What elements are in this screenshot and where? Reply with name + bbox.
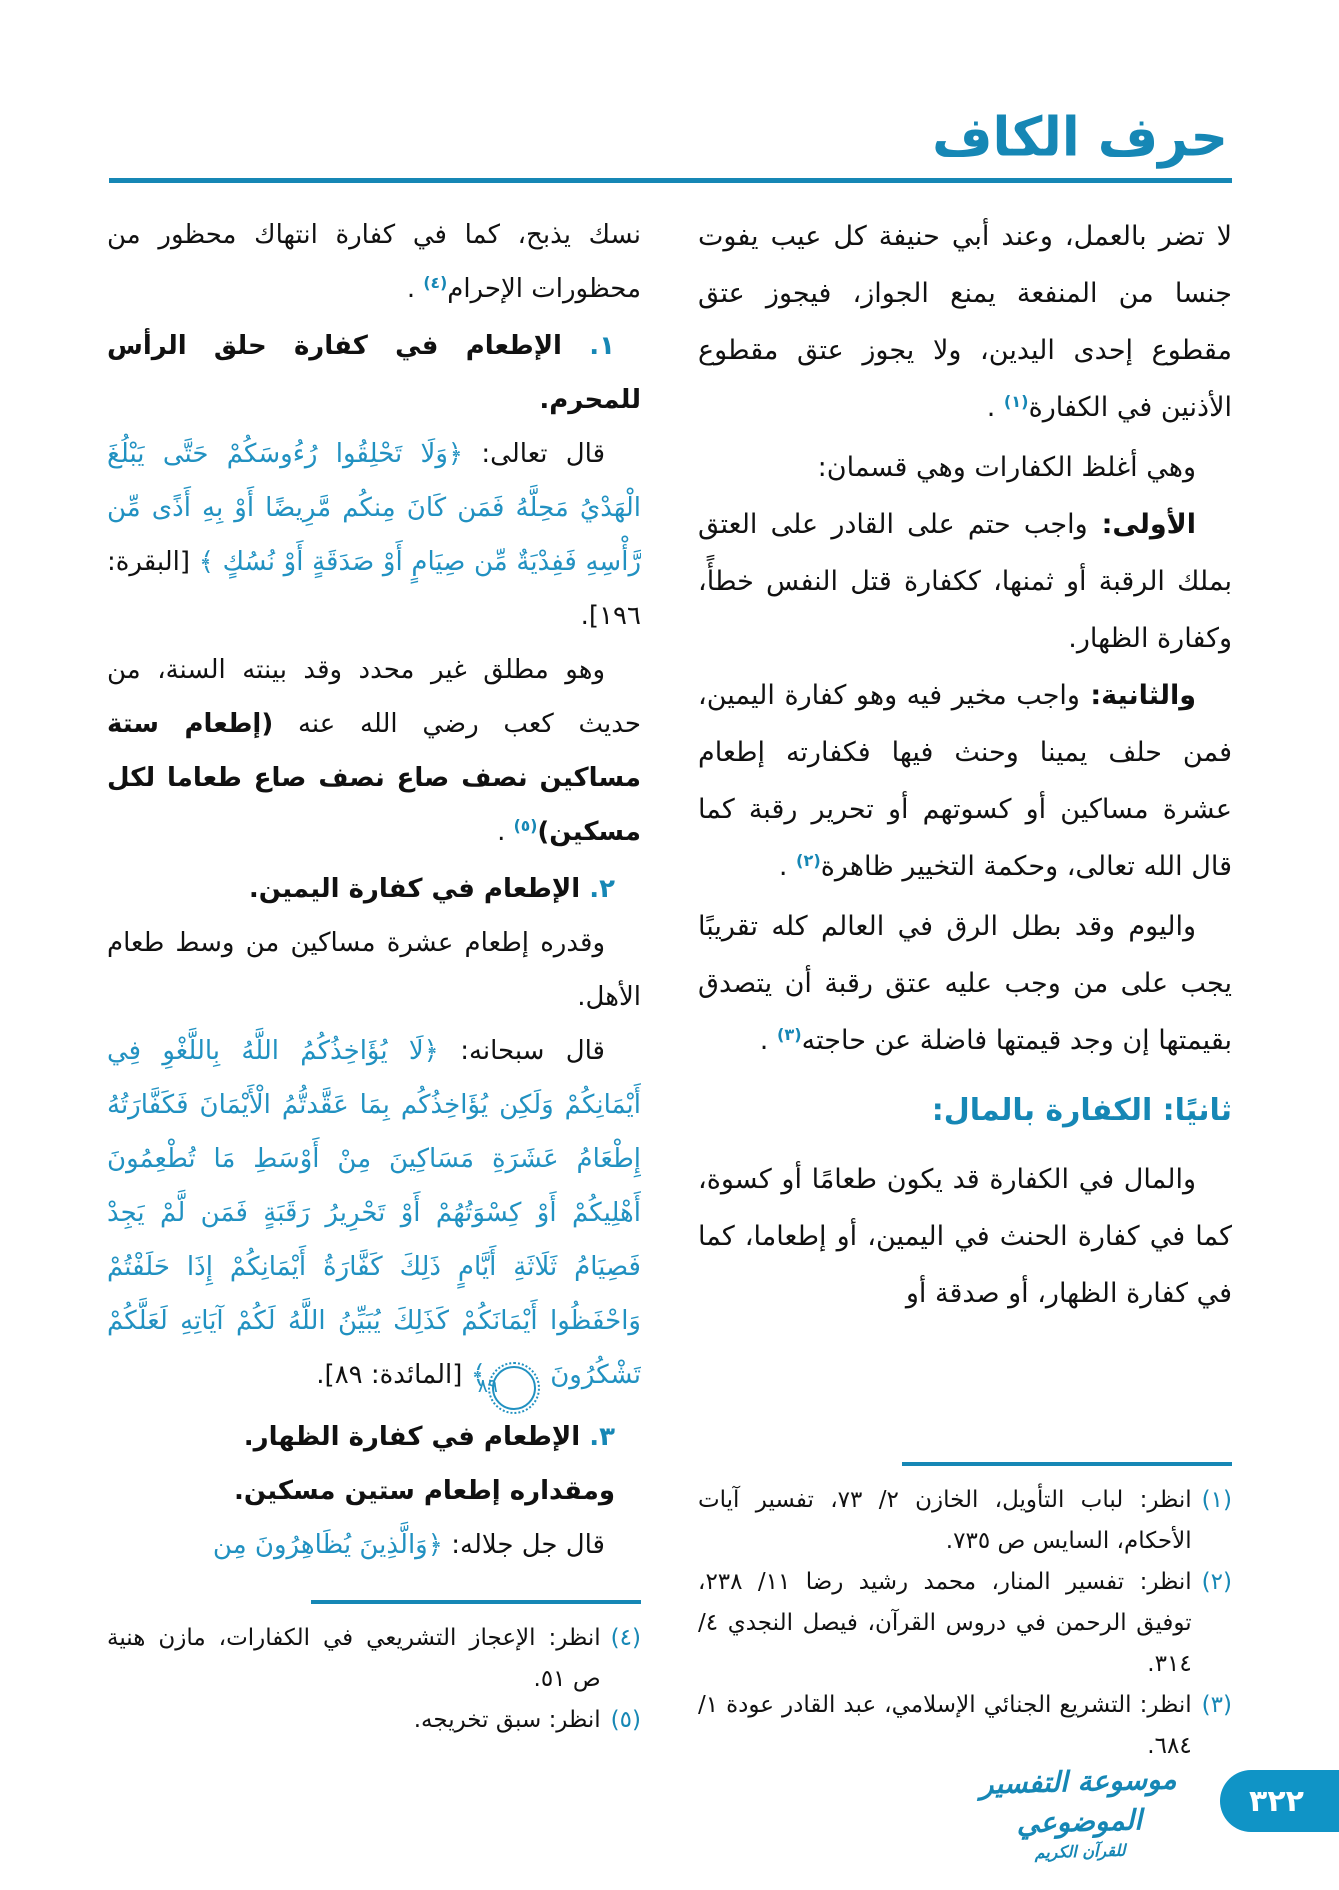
footnotes-right: [698, 1462, 1232, 1767]
footnote: [698, 1685, 1232, 1767]
text-column-left: [107, 208, 641, 1600]
footnotes-left: [107, 1600, 641, 1741]
quran-verse-text: ﴾: [470, 1360, 486, 1390]
footnote-ref-marker: (٢): [796, 851, 821, 871]
publisher-logo-title: موسوعة التفسير الموضوعي: [979, 1762, 1177, 1840]
body-text: .: [497, 817, 514, 847]
footnote-text: انظر: لباب التأويل، الخازن ٢/ ٧٣، تفسير آيات الأحكام، السايس ص ٧٣٥.: [698, 1487, 1192, 1554]
footnote: [107, 1618, 641, 1700]
paragraph-continuation: [107, 208, 641, 319]
paragraph: [107, 916, 641, 1024]
heading-number: ٢.: [580, 874, 615, 904]
bold-text: الإطعام في كفارة الظهار.: [243, 1422, 581, 1452]
body-text: لا تضر بالعمل، وعند أبي حنيفة كل عيب يفوت جنسا من المنفعة يمنع الجواز، فيجوز عتق مقطوع إحدى اليدين، ولا يجوز عتق مقطوع الأذنين في الكفارة: [698, 221, 1232, 423]
bold-text: الإطعام في كفارة حلق الرأس للمحرم.: [107, 331, 641, 415]
body-text: .: [778, 851, 797, 882]
paragraph: [698, 1151, 1232, 1322]
publisher-logo-subtitle: للقرآن الكريم: [1034, 1840, 1126, 1863]
footnote-marker: (١): [1201, 1487, 1232, 1513]
body-text: قال سبحانه:: [438, 1036, 605, 1066]
footnote-ref-marker: (٣): [776, 1025, 802, 1045]
paragraph: [698, 439, 1232, 496]
paragraph: [698, 496, 1232, 667]
footnote-text: انظر: الإعجاز التشريعي في الكفارات، مازن هنية ص ٥١.: [107, 1625, 601, 1692]
paragraph: [698, 667, 1232, 898]
bold-paragraph: [107, 1464, 641, 1518]
paragraph: [107, 1518, 641, 1572]
paragraph: [107, 427, 641, 643]
body-text: وهي أغلظ الكفارات وهي قسمان:: [817, 452, 1196, 483]
quran-verse-text: ﴿وَلَا تَحْلِقُوا رُءُوسَكُمْ حَتَّى يَبْلُغَ الْهَدْيُ مَحِلَّهُ فَمَن كَانَ مِنكُم مَّرِيضًا أَوْ بِهِ أَذًى مِّن رَّأْسِهِ فَفِدْيَةٌ مِّن صِيَامٍ أَوْ صَدَقَةٍ أَوْ نُسُكٍ ﴾: [107, 439, 641, 577]
publisher-logo: [963, 1759, 1196, 1865]
footnote-text: انظر: تفسير المنار، محمد رشيد رضا ١١/ ٢٣٨، توفيق الرحمن في دروس القرآن، فيصل النجدي ٤/ ٣١٤.: [698, 1569, 1192, 1677]
footnote-ref-marker: (٥): [513, 817, 538, 836]
page-number: ٣٢٢: [1249, 1783, 1304, 1819]
heading-number: ٣.: [580, 1422, 615, 1452]
footnote-separator: [902, 1462, 1232, 1466]
body-text: واجب مخير فيه وهو كفارة اليمين، فمن حلف يمينا وحنث فيها فكفارته إطعام عشرة مساكين أو كسوتهم أو تحرير رقبة كما قال الله تعالى، وحكمة التخيير ظاهرة: [698, 680, 1232, 882]
numbered-heading: [107, 1410, 641, 1464]
numbered-heading: [107, 319, 641, 427]
body-text: قال تعالى:: [463, 439, 606, 469]
footnote-marker: (٣): [1201, 1692, 1232, 1718]
quran-verse-text: ﴿لَا يُؤَاخِذُكُمُ اللَّهُ بِاللَّغْوِ فِي أَيْمَانِكُمْ وَلَكِن يُؤَاخِذُكُم بِمَا عَقَّدتُّمُ الْأَيْمَانَ فَكَفَّارَتُهُ إِطْعَامُ عَشَرَةِ مَسَاكِينَ مِنْ أَوْسَطِ مَا تُطْعِمُونَ أَهْلِيكُمْ أَوْ كِسْوَتُهُمْ أَوْ تَحْرِيرُ رَقَبَةٍ فَمَن لَّمْ يَجِدْ فَصِيَامُ ثَلَاثَةِ أَيَّامٍ ذَلِكَ كَفَّارَةُ أَيْمَانِكُمْ إِذَا حَلَفْتُمْ وَاحْفَظُوا أَيْمَانَكُمْ كَذَلِكَ يُبَيِّنُ اللَّهُ لَكُمْ آيَاتِهِ لَعَلَّكُمْ تَشْكُرُونَ: [107, 1036, 641, 1390]
section-heading-text: ثانيًا: الكفارة بالمال:: [931, 1093, 1232, 1128]
body-text: واليوم وقد بطل الرق في العالم كله تقريبًا يجب على من وجب عليه عتق رقبة أن يتصدق بقيمتها إن وجد قيمتها فاضلة عن حاجته: [698, 911, 1232, 1056]
bold-text: (إطعام ستة مساكين نصف صاع نصف صاع طعاما لكل مسكين): [107, 709, 641, 847]
page-header: [107, 78, 1232, 174]
header-rule: [109, 178, 1232, 183]
footnote-marker: (٢): [1201, 1569, 1232, 1595]
footnote-text: انظر: سبق تخريجه.: [413, 1707, 601, 1733]
body-text: واجب حتم على القادر على العتق بملك الرقبة أو ثمنها، ككفارة قتل النفس خطأً، وكفارة الظهار.: [698, 509, 1232, 654]
bold-text: الأولى:: [1087, 509, 1196, 540]
body-text: .: [759, 1025, 777, 1056]
bold-text: الإطعام في كفارة اليمين.: [248, 874, 581, 904]
paragraph: [107, 643, 641, 862]
quran-verse-text: ﴿وَالَّذِينَ يُظَاهِرُونَ مِن: [212, 1530, 443, 1560]
footnote-ref-marker: (٤): [423, 274, 448, 293]
footnote-separator: [311, 1600, 641, 1604]
page-number-badge: [1220, 1770, 1339, 1832]
ayah-number: ٨٩: [492, 1366, 536, 1410]
footnote: [107, 1700, 641, 1741]
footnote-marker: (٤): [610, 1625, 641, 1651]
body-text: والمال في الكفارة قد يكون طعامًا أو كسوة، كما في كفارة الحنث في اليمين، أو إطعاما، كما في كفارة الظهار، أو صدقة أو: [698, 1164, 1232, 1309]
verse-reference: [البقرة: ١٩٦].: [107, 547, 641, 631]
body-text: قال جل جلاله:: [442, 1530, 605, 1560]
footnote-marker: (٥): [610, 1707, 641, 1733]
body-text: وقدره إطعام عشرة مساكين من وسط طعام الأهل.: [107, 928, 641, 1012]
verse-reference: [المائدة: ٨٩].: [316, 1360, 471, 1390]
body-text: نسك يذبح، كما في كفارة انتهاك محظور من محظورات الإحرام: [107, 220, 641, 304]
section-heading: [698, 1082, 1232, 1139]
text-column-right: [698, 208, 1232, 1460]
footnote: [698, 1480, 1232, 1562]
body-text: .: [986, 392, 1004, 423]
heading-number: ١.: [561, 331, 615, 361]
footnote-ref-marker: (١): [1003, 392, 1029, 412]
footnote: [698, 1562, 1232, 1685]
bold-text: والثانية:: [1079, 680, 1196, 711]
footnote-text: انظر: التشريع الجنائي الإسلامي، عبد القادر عودة ١/ ٦٨٤.: [698, 1692, 1192, 1759]
paragraph-continuation: [698, 208, 1232, 439]
numbered-heading: [107, 862, 641, 916]
paragraph: [698, 898, 1232, 1072]
paragraph: [107, 1024, 641, 1410]
bold-text: ومقداره إطعام ستين مسكين.: [233, 1476, 615, 1506]
body-text: وهو مطلق غير محدد وقد بينته السنة، من حديث كعب رضي الله عنه: [107, 655, 641, 739]
body-text: .: [406, 274, 424, 304]
chapter-title: حرف الكاف: [932, 106, 1228, 170]
